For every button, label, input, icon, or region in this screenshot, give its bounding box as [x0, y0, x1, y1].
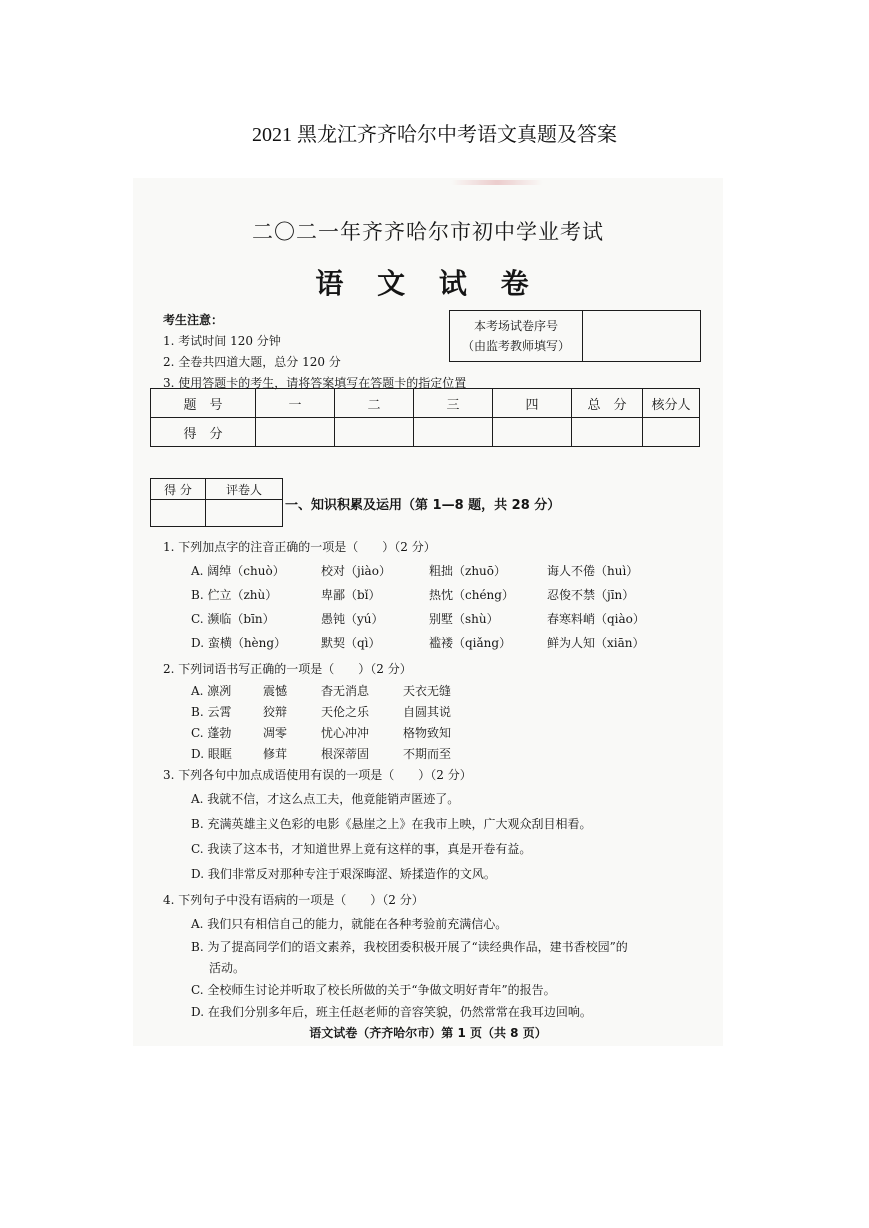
notice-item: 1. 考试时间 120 分钟 [163, 334, 281, 348]
question-3-stem: 3. 下列各句中加点成语使用有误的一项是（ ）（2 分） [163, 768, 472, 782]
score-cell[interactable] [256, 418, 335, 447]
q3-option: A. 我就不信，才这么点工夫，他竟能销声匿迹了。 [191, 792, 460, 806]
q1-option: 春寒料峭（qiào） [547, 612, 645, 626]
q2-option: C. 蓬勃 [191, 726, 232, 740]
q1-option: B. 伫立（zhù） [191, 588, 278, 602]
section-one-title: 一、知识积累及运用（第 1—8 题，共 28 分） [285, 498, 561, 513]
score-cell[interactable] [335, 418, 414, 447]
q2-option: 格物致知 [403, 726, 452, 740]
q1-option: 校对（jiào） [321, 564, 391, 578]
score-header-cell: 二 [335, 389, 414, 418]
q3-option: D. 我们非常反对那种专注于艰深晦涩、矫揉造作的文风。 [191, 867, 496, 881]
q2-option: B. 云霄 [191, 705, 232, 719]
q1-option: 褴褛（qiǎng） [429, 636, 512, 650]
q1-option: 卑鄙（bǐ） [321, 588, 381, 602]
q2-option: 杳无消息 [321, 684, 370, 698]
question-2-stem: 2. 下列词语书写正确的一项是（ ）（2 分） [163, 662, 412, 676]
scan-smudge [451, 180, 543, 185]
notice-heading: 考生注意： [163, 313, 224, 327]
q2-option: 忧心冲冲 [321, 726, 370, 740]
score-cell[interactable] [493, 418, 572, 447]
q1-option: 鲜为人知（xiān） [547, 636, 645, 650]
q1-option: 愚钝（yú） [321, 612, 384, 626]
exam-subject: 语 文 试 卷 [315, 267, 541, 300]
exam-page-scan [133, 178, 723, 1046]
serial-label-line2: （由监考教师填写） [461, 339, 570, 353]
q1-option: 粗拙（zhuō） [429, 564, 507, 578]
q4-option: C. 全校师生讨论并听取了校长所做的关于“争做文明好青年”的报告。 [191, 983, 556, 997]
q4-option: D. 在我们分别多年后，班主任赵老师的音容笑貌，仍然常常在我耳边回响。 [191, 1005, 592, 1019]
q1-option: 诲人不倦（huì） [547, 564, 639, 578]
grader-cell[interactable] [206, 500, 283, 527]
score-table [150, 388, 700, 447]
q2-option: 凋零 [263, 726, 288, 740]
q1-option: A. 阔绰（chuò） [191, 564, 285, 578]
q1-option: 别墅（shù） [429, 612, 499, 626]
notice-item: 2. 全卷共四道大题，总分 120 分 [163, 355, 341, 369]
q1-option: D. 蛮横（hèng） [191, 636, 287, 650]
serial-label [450, 311, 583, 361]
q2-option: D. 眼眶 [191, 747, 232, 761]
notice-item: 3. 使用答题卡的考生，请将答案填写在答题卡的指定位置 [163, 376, 467, 390]
q3-option: C. 我读了这本书，才知道世界上竟有这样的事，真是开卷有益。 [191, 842, 532, 856]
question-4-stem: 4. 下列句子中没有语病的一项是（ ）（2 分） [163, 893, 424, 907]
grader-header-cell: 评卷人 [206, 479, 283, 500]
score-header-cell: 四 [493, 389, 572, 418]
serial-number-box [449, 310, 701, 362]
q2-option: 不期而至 [403, 747, 452, 761]
score-row-label: 得 分 [151, 418, 256, 447]
q2-option: 震憾 [263, 684, 288, 698]
page-footer: 语文试卷（齐齐哈尔市）第 1 页（共 8 页） [309, 1026, 547, 1040]
score-cell[interactable] [643, 418, 700, 447]
grader-table [150, 478, 283, 527]
q1-option: 热忱（chéng） [429, 588, 514, 602]
question-1-stem: 1. 下列加点字的注音正确的一项是（ ）（2 分） [163, 540, 436, 554]
score-cell[interactable] [572, 418, 643, 447]
q2-option: 自圆其说 [403, 705, 452, 719]
serial-label-line1: 本考场试卷序号 [473, 319, 558, 333]
grader-cell[interactable] [151, 500, 206, 527]
q3-option: B. 充满英雄主义色彩的电影《悬崖之上》在我市上映，广大观众刮目相看。 [191, 817, 592, 831]
candidate-notice [163, 310, 466, 394]
q1-option: C. 濒临（bīn） [191, 612, 275, 626]
q4-option: B. 为了提高同学们的语文素养，我校团委积极开展了“读经典作品，建书香校园”的 [191, 940, 628, 954]
exam-header: 二〇二一年齐齐哈尔市初中学业考试 [252, 220, 604, 244]
q2-option: 天伦之乐 [321, 705, 370, 719]
score-header-cell: 三 [414, 389, 493, 418]
q4-option-continued: 活动。 [209, 961, 246, 975]
q2-option: 根深蒂固 [321, 747, 370, 761]
q2-option: A. 凛冽 [191, 684, 232, 698]
serial-blank[interactable] [583, 311, 700, 361]
q4-option: A. 我们只有相信自己的能力，就能在各种考验前充满信心。 [191, 917, 508, 931]
score-header-cell: 总 分 [572, 389, 643, 418]
q1-option: 默契（qì） [321, 636, 381, 650]
score-header-cell: 题 号 [151, 389, 256, 418]
q2-option: 修茸 [263, 747, 288, 761]
q1-option: 忍俊不禁（jīn） [547, 588, 635, 602]
score-header-cell: 核分人 [643, 389, 700, 418]
document-title: 2021 黑龙江齐齐哈尔中考语文真题及答案 [252, 124, 617, 146]
score-header-cell: 一 [256, 389, 335, 418]
score-cell[interactable] [414, 418, 493, 447]
q2-option: 天衣无缝 [403, 684, 452, 698]
grader-header-cell: 得 分 [151, 479, 206, 500]
q2-option: 狡辩 [263, 705, 288, 719]
